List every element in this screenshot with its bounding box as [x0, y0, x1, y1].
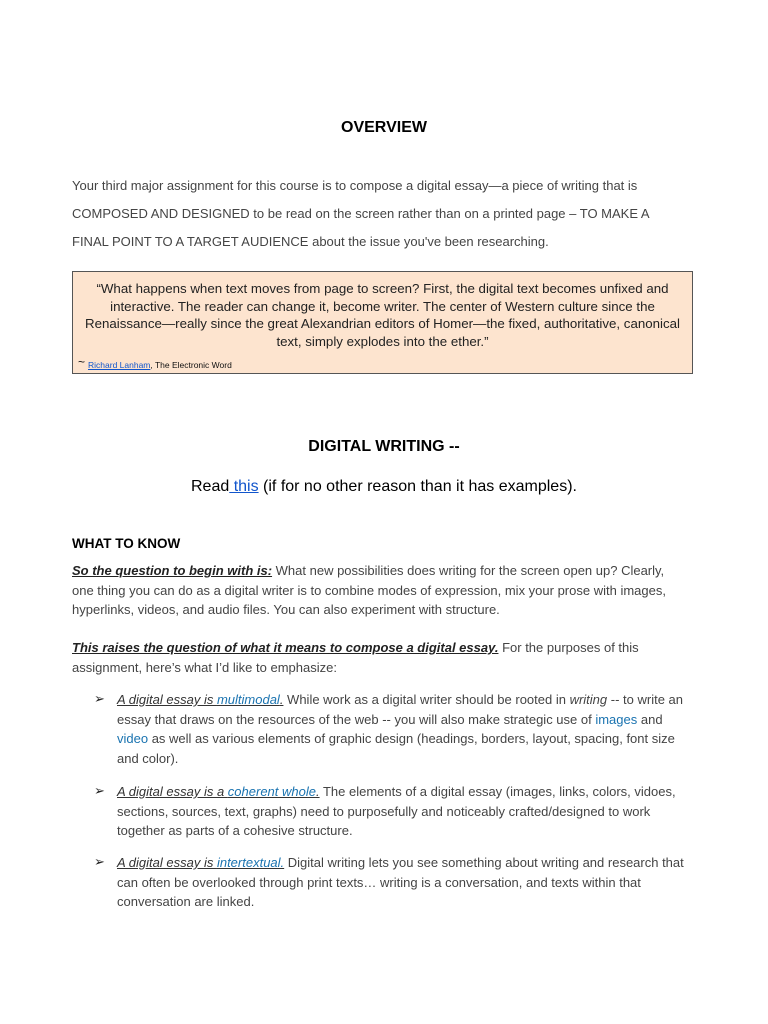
bullet-body: and [637, 711, 663, 727]
bullet-marker: ➢ [94, 691, 105, 706]
multimodal-link[interactable]: multimodal [216, 692, 280, 707]
bullet-italic: writing [569, 692, 608, 707]
term-prefix: A digital essay is [117, 692, 217, 707]
bullet-term [117, 692, 283, 707]
intro-line-2: COMPOSED AND DESIGNED to be read on the screen rather than on a printed page – TO MAKE A [72, 206, 650, 221]
paragraph-compose-body: For the purposes of this assignment, here’s what I’d like to emphasize: [72, 640, 639, 675]
quote-source: , The Electronic Word [150, 360, 232, 370]
paragraph-question-lead: So the question to begin with is: [72, 563, 273, 578]
coherent-whole-link[interactable]: coherent whole [227, 784, 316, 799]
quote-attribution [78, 355, 232, 370]
video-link[interactable]: video [117, 731, 149, 746]
paragraph-question [72, 561, 682, 620]
what-to-know-heading: WHAT TO KNOW [72, 536, 181, 551]
tilde-mark: ~ [78, 355, 86, 369]
bullet-marker: ➢ [94, 783, 105, 798]
images-link[interactable]: images [595, 711, 638, 727]
bullet-body: -- to write an essay that draws on the resources of the web -- you will also make strategic use of [117, 692, 684, 727]
author-link[interactable]: Richard Lanham [88, 360, 151, 370]
read-prefix: Read [191, 478, 230, 495]
bullet-marker: ➢ [94, 854, 105, 869]
term-end: . [279, 692, 284, 707]
paragraph-compose-lead: This raises the question of what it means to compose a digital essay. [72, 640, 499, 655]
read-suffix: (if for no other reason than it has examples). [258, 478, 577, 495]
term-prefix: A digital essay is [117, 855, 217, 870]
bullet-body: as well as various elements of graphic design (headings, borders, layout, spacing, font size and color). [117, 731, 675, 766]
bullet-intertextual [117, 853, 697, 912]
quote-box [72, 271, 693, 374]
term-prefix: A digital essay is a [117, 784, 228, 799]
bullet-body: Digital writing lets you see something about writing and research that can often be overlooked through print texts… writing is a conversation, and texts within that conversation are linked. [117, 855, 684, 909]
intertextual-link[interactable]: intertextual. [216, 855, 285, 870]
bullet-coherent-whole [117, 782, 697, 841]
bullet-term [117, 784, 320, 799]
intro-line-3: FINAL POINT TO A TARGET AUDIENCE about the issue you've been researching. [72, 234, 549, 249]
read-line [0, 478, 768, 496]
term-end: . [315, 784, 320, 799]
intro-line-1: Your third major assignment for this course is to compose a digital essay—a piece of writing that is [72, 178, 638, 193]
bullet-body: The elements of a digital essay (images, links, colors, vidoes, sections, sources, text, graphs) need to purposefully and noticeably crafted/designed to work together as parts of a cohesive structure. [117, 784, 676, 838]
overview-title: OVERVIEW [341, 119, 427, 136]
paragraph-question-body: What new possibilities does writing for the screen open up? Clearly, one thing you can do as a digital writer is to combine modes of expression, mix your prose with images, hyperlinks, videos, and audio files. You can also experiment with structure. [72, 563, 666, 617]
bullet-body: While work as a digital writer should be rooted in [283, 692, 570, 707]
bullet-term [117, 855, 284, 870]
quote-text: “What happens when text moves from page to screen? First, the digital text becomes unfixed and interactive. The reader can change it, become writer. The center of Western culture since the Renaissance—really since the great Alexandrian editors of Homer—the fixed, authoritative, canonical text, simply explodes into the ether.” [85, 281, 680, 349]
bullet-multimodal [117, 690, 697, 768]
read-this-link[interactable]: this [229, 478, 259, 495]
digital-writing-heading: DIGITAL WRITING -- [308, 438, 460, 455]
paragraph-compose [72, 638, 682, 677]
